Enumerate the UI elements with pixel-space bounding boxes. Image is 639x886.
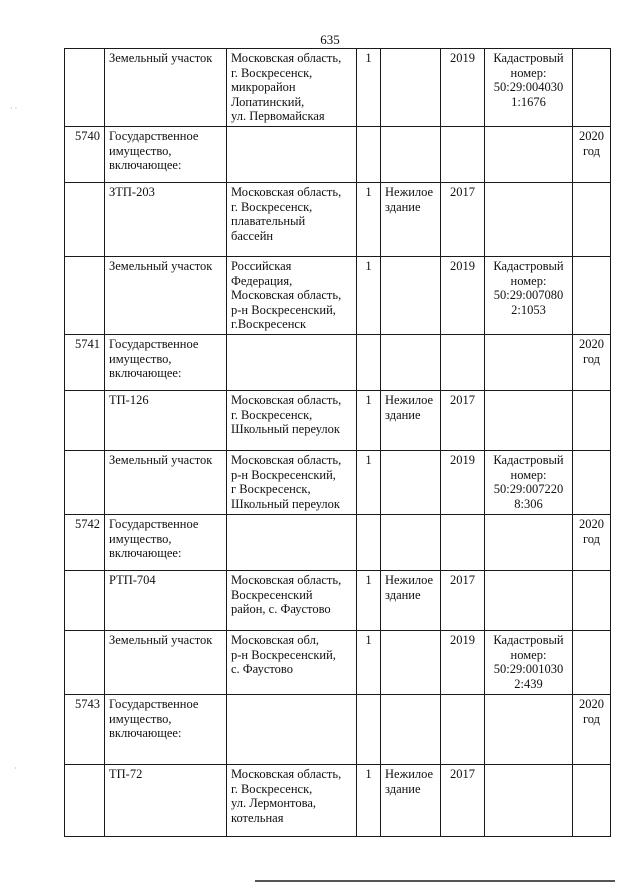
property-name-cell: Государственное имущество, включающее: <box>105 335 227 391</box>
table-row <box>65 571 611 631</box>
cadastral-note-cell <box>485 571 573 631</box>
quantity-cell: 1 <box>357 765 381 837</box>
cadastral-note-cell: Кадастровый номер: 50:29:007220 8:306 <box>485 451 573 515</box>
address-cell <box>227 335 357 391</box>
table-row <box>65 451 611 515</box>
address-cell: Московская область, г. Воскресенск, плавательный бассейн <box>227 183 357 257</box>
address-cell: Российская Федерация, Московская область, р-н Воскресенский, г.Воскресенск <box>227 257 357 335</box>
cadastral-note-cell <box>485 765 573 837</box>
quantity-cell <box>357 127 381 183</box>
year-cell <box>441 127 485 183</box>
period-cell: 2020 год <box>573 695 611 765</box>
cadastral-note-cell <box>485 515 573 571</box>
address-cell: Московская область, Воскресенский район, с. Фаустово <box>227 571 357 631</box>
cadastral-note-cell <box>485 127 573 183</box>
address-cell: Московская область, г. Воскресенск, Школьный переулок <box>227 391 357 451</box>
property-name-cell: ТП-72 <box>105 765 227 837</box>
quantity-cell <box>357 335 381 391</box>
object-type-cell: Нежилое здание <box>381 391 441 451</box>
scan-speck: · · <box>10 104 18 113</box>
cadastral-note-cell <box>485 391 573 451</box>
period-cell: 2020 год <box>573 515 611 571</box>
table-row <box>65 515 611 571</box>
object-type-cell: Нежилое здание <box>381 571 441 631</box>
year-cell: 2017 <box>441 765 485 837</box>
period-cell <box>573 765 611 837</box>
year-cell: 2019 <box>441 49 485 127</box>
year-cell: 2019 <box>441 631 485 695</box>
row-number-cell <box>65 451 105 515</box>
table-row <box>65 631 611 695</box>
cadastral-note-cell: Кадастровый номер: 50:29:001030 2:439 <box>485 631 573 695</box>
scan-edge-line <box>255 880 615 882</box>
quantity-cell <box>357 515 381 571</box>
object-type-cell: Нежилое здание <box>381 183 441 257</box>
quantity-cell: 1 <box>357 49 381 127</box>
period-cell <box>573 631 611 695</box>
period-cell <box>573 49 611 127</box>
row-number-cell: 5741 <box>65 335 105 391</box>
quantity-cell: 1 <box>357 451 381 515</box>
row-number-cell <box>65 765 105 837</box>
year-cell: 2017 <box>441 183 485 257</box>
table-body <box>65 49 611 837</box>
cadastral-note-cell <box>485 335 573 391</box>
table-row <box>65 127 611 183</box>
row-number-cell <box>65 571 105 631</box>
property-table <box>64 48 611 837</box>
address-cell <box>227 695 357 765</box>
row-number-cell <box>65 391 105 451</box>
quantity-cell: 1 <box>357 631 381 695</box>
cadastral-note-cell: Кадастровый номер: 50:29:007080 2:1053 <box>485 257 573 335</box>
address-cell: Московская обл, р-н Воскресенский, с. Фаустово <box>227 631 357 695</box>
year-cell <box>441 695 485 765</box>
row-number-cell <box>65 257 105 335</box>
table-row <box>65 335 611 391</box>
row-number-cell <box>65 49 105 127</box>
cadastral-note-cell: Кадастровый номер: 50:29:004030 1:1676 <box>485 49 573 127</box>
period-cell <box>573 257 611 335</box>
quantity-cell: 1 <box>357 183 381 257</box>
year-cell: 2019 <box>441 257 485 335</box>
period-cell <box>573 451 611 515</box>
row-number-cell <box>65 183 105 257</box>
property-name-cell: Государственное имущество, включающее: <box>105 695 227 765</box>
quantity-cell: 1 <box>357 391 381 451</box>
quantity-cell: 1 <box>357 257 381 335</box>
row-number-cell: 5740 <box>65 127 105 183</box>
year-cell <box>441 515 485 571</box>
object-type-cell <box>381 49 441 127</box>
table-row <box>65 49 611 127</box>
address-cell: Московская область, г. Воскресенск, микрорайон Лопатинский, ул. Первомайская <box>227 49 357 127</box>
object-type-cell <box>381 257 441 335</box>
object-type-cell: Нежилое здание <box>381 765 441 837</box>
year-cell <box>441 335 485 391</box>
period-cell <box>573 391 611 451</box>
row-number-cell <box>65 631 105 695</box>
period-cell: 2020 год <box>573 127 611 183</box>
table-row <box>65 257 611 335</box>
property-name-cell: Земельный участок <box>105 49 227 127</box>
year-cell: 2017 <box>441 571 485 631</box>
table-row <box>65 391 611 451</box>
property-name-cell: ТП-126 <box>105 391 227 451</box>
property-name-cell: Земельный участок <box>105 631 227 695</box>
property-name-cell: РТП-704 <box>105 571 227 631</box>
row-number-cell: 5742 <box>65 515 105 571</box>
table-row <box>65 765 611 837</box>
scan-speck: · <box>14 764 17 773</box>
object-type-cell <box>381 451 441 515</box>
period-cell <box>573 183 611 257</box>
object-type-cell <box>381 127 441 183</box>
quantity-cell <box>357 695 381 765</box>
object-type-cell <box>381 335 441 391</box>
cadastral-note-cell <box>485 695 573 765</box>
table-row <box>65 183 611 257</box>
cadastral-note-cell <box>485 183 573 257</box>
period-cell <box>573 571 611 631</box>
object-type-cell <box>381 695 441 765</box>
table-row <box>65 695 611 765</box>
row-number-cell: 5743 <box>65 695 105 765</box>
object-type-cell <box>381 515 441 571</box>
address-cell: Московская область, р-н Воскресенский, г Воскресенск, Школьный переулок <box>227 451 357 515</box>
page-number: 635 <box>320 32 340 47</box>
property-name-cell: Государственное имущество, включающее: <box>105 515 227 571</box>
property-name-cell: Земельный участок <box>105 257 227 335</box>
address-cell: Московская область, г. Воскресенск, ул. Лермонтова, котельная <box>227 765 357 837</box>
period-cell: 2020 год <box>573 335 611 391</box>
year-cell: 2019 <box>441 451 485 515</box>
property-name-cell: ЗТП-203 <box>105 183 227 257</box>
property-name-cell: Земельный участок <box>105 451 227 515</box>
quantity-cell: 1 <box>357 571 381 631</box>
year-cell: 2017 <box>441 391 485 451</box>
property-name-cell: Государственное имущество, включающее: <box>105 127 227 183</box>
object-type-cell <box>381 631 441 695</box>
address-cell <box>227 127 357 183</box>
address-cell <box>227 515 357 571</box>
